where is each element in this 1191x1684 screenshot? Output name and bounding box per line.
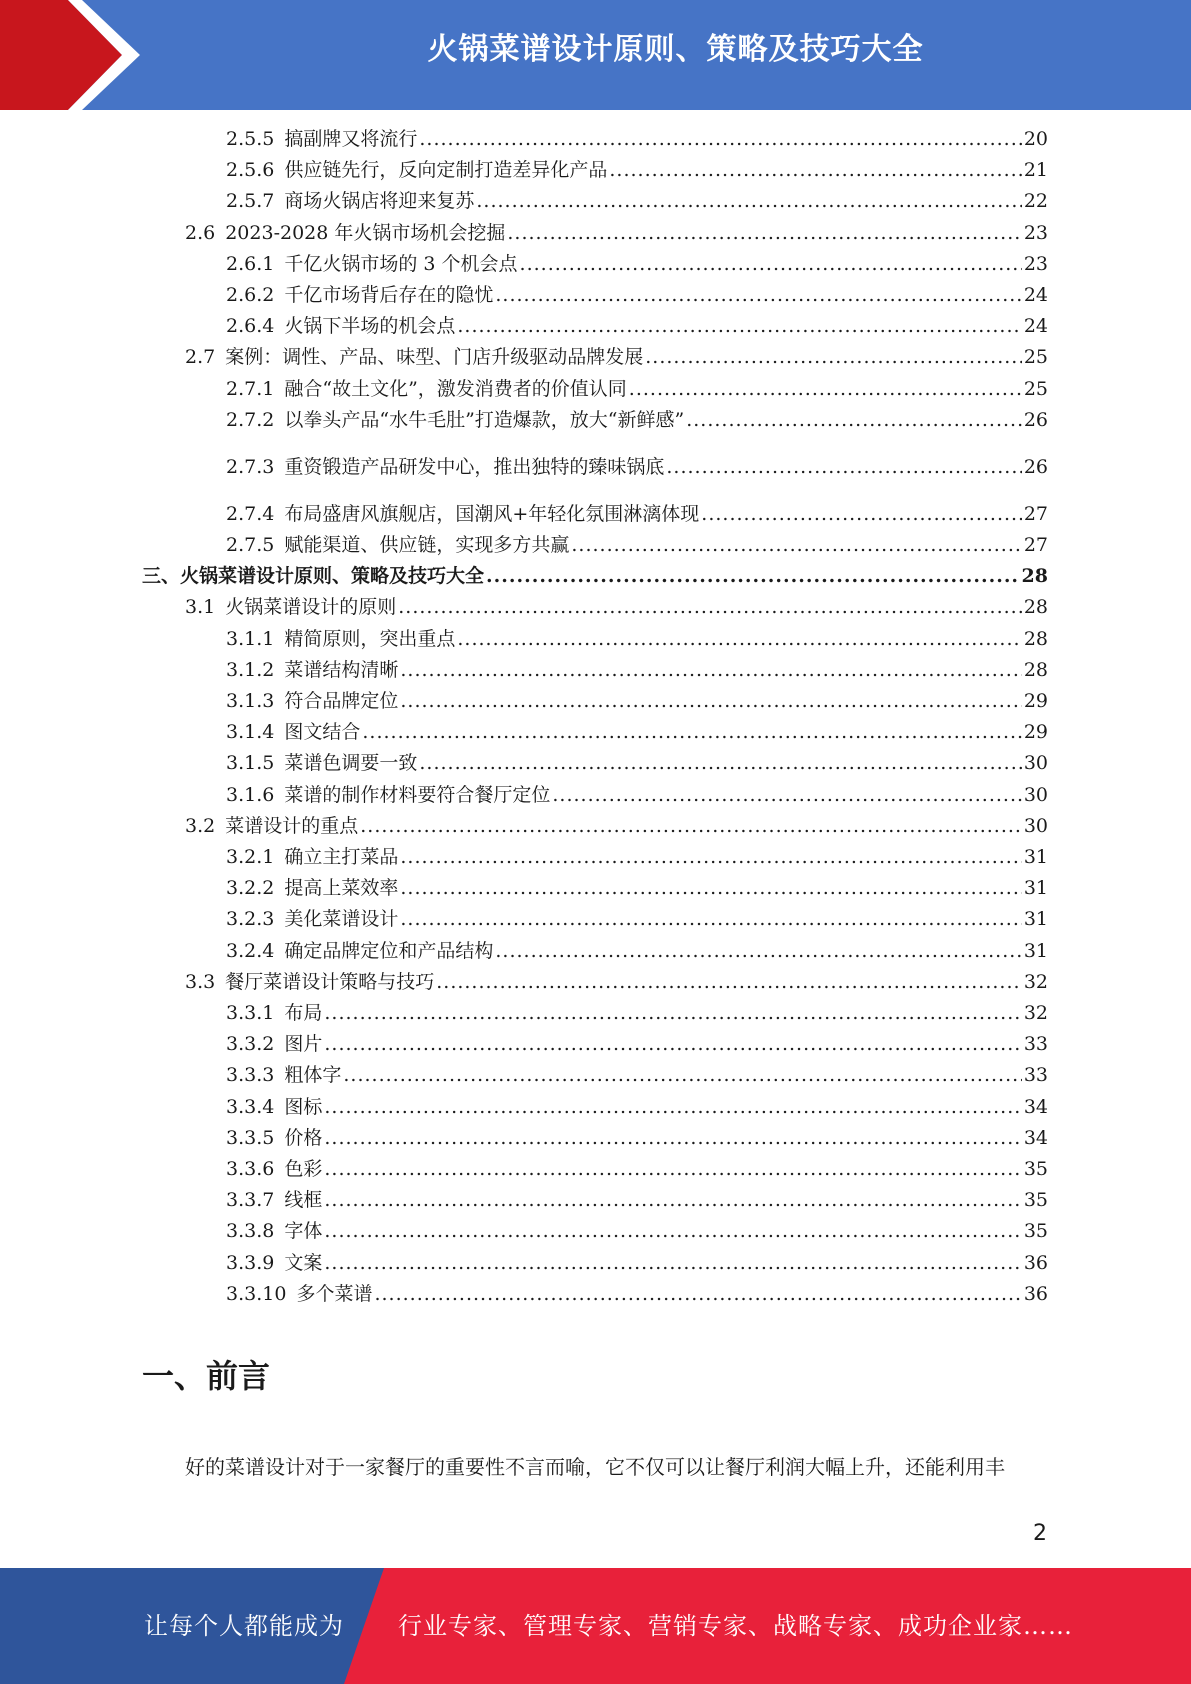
page-header: [0, 0, 1191, 110]
toc-entry-page: 20: [1023, 128, 1048, 150]
toc-entry-page: 23: [1023, 221, 1048, 244]
toc-entry-title: 符合品牌定位: [284, 690, 399, 712]
toc-entry-title: 赋能渠道、供应链，实现多方共赢: [284, 534, 570, 556]
toc-entry-page: 31: [1023, 939, 1048, 962]
toc-entry-number: 2.7: [185, 346, 216, 369]
toc-entry-title: 三、火锅菜谱设计原则、策略及技巧大全: [142, 565, 485, 588]
toc-entry-number: 3.2.4: [226, 939, 275, 962]
toc-dot-leader: [457, 313, 1021, 339]
toc-entry-title: 图片: [284, 1033, 323, 1056]
toc-entry[interactable]: [226, 1094, 1048, 1120]
footer-slogan-left: 让每个人都能成为: [144, 1612, 344, 1640]
toc-dot-leader: [609, 157, 1021, 183]
toc-dot-leader: [400, 906, 1021, 932]
toc-entry-page: 31: [1023, 877, 1048, 900]
toc-entry-number: 2.5.6: [226, 159, 275, 182]
toc-entry-number: 2.7.2: [226, 408, 275, 431]
toc-entry[interactable]: [226, 750, 1048, 776]
toc-entry[interactable]: [226, 188, 1048, 214]
toc-entry-title: 粗体字: [284, 1064, 342, 1087]
toc-entry[interactable]: [142, 563, 1048, 589]
toc-entry-page: 28: [1021, 565, 1048, 588]
toc-dot-leader: [419, 750, 1021, 776]
toc-dot-leader: [495, 938, 1021, 964]
toc-entry[interactable]: [185, 344, 1048, 370]
toc-entry-page: 22: [1023, 190, 1048, 213]
toc-entry-title: 色彩: [284, 1158, 323, 1180]
toc-entry-number: 3.1.4: [226, 721, 275, 744]
toc-entry-title: 菜谱色调要一致: [284, 752, 418, 775]
toc-entry-page: 26: [1023, 455, 1048, 478]
toc-entry-title: 火锅菜谱设计的原则: [225, 596, 397, 619]
toc-entry-number: 3.3.1: [226, 1002, 275, 1024]
toc-dot-leader: [324, 1094, 1021, 1120]
toc-entry[interactable]: [185, 594, 1048, 620]
toc-entry-page: 28: [1023, 627, 1048, 650]
toc-dot-leader: [324, 1218, 1021, 1244]
toc-entry-number: 2.7.4: [226, 502, 275, 525]
toc-entry[interactable]: [226, 454, 1048, 480]
toc-entry-page: 23: [1023, 252, 1048, 275]
toc-entry[interactable]: [226, 719, 1048, 745]
toc-entry[interactable]: [226, 657, 1048, 683]
toc-entry[interactable]: [226, 501, 1048, 527]
toc-dot-leader: [362, 719, 1021, 745]
toc-dot-leader: [324, 1156, 1021, 1182]
toc-entry[interactable]: [226, 251, 1048, 277]
toc-entry-page: 32: [1023, 1002, 1048, 1024]
chevron-arrow-icon: [0, 0, 160, 110]
toc-dot-leader: [400, 688, 1021, 714]
toc-entry-page: 33: [1023, 1033, 1048, 1056]
toc-entry[interactable]: [185, 969, 1048, 995]
toc-entry-page: 27: [1023, 502, 1048, 525]
toc-dot-leader: [507, 220, 1021, 246]
toc-entry-number: 2.6.4: [226, 315, 275, 338]
toc-entry-title: 供应链先行，反向定制打造差异化产品: [284, 159, 608, 182]
toc-entry-page: 29: [1023, 690, 1048, 712]
toc-entry-title: 2023-2028 年火锅市场机会挖掘: [225, 221, 506, 244]
toc-entry-title: 案例：调性、产品、味型、门店升级驱动品牌发展: [225, 346, 644, 369]
toc-dot-leader: [324, 1125, 1021, 1151]
toc-dot-leader: [552, 782, 1021, 808]
toc-entry-page: 34: [1023, 1126, 1048, 1149]
toc-entry-number: 2.5.7: [226, 190, 275, 213]
toc-entry[interactable]: [185, 813, 1048, 839]
toc-entry-title: 千亿火锅市场的 3 个机会点: [284, 252, 518, 275]
toc-entry-title: 布局: [284, 1002, 323, 1024]
header-title: 火锅菜谱设计原则、策略及技巧大全: [427, 32, 924, 67]
toc-entry-number: 3.2.2: [226, 877, 275, 900]
toc-entry-number: 3.2.1: [226, 846, 275, 868]
toc-entry-title: 菜谱结构清晰: [284, 658, 399, 681]
toc-entry-title: 菜谱设计的重点: [225, 814, 359, 837]
toc-entry[interactable]: [226, 1218, 1048, 1244]
toc-entry[interactable]: [226, 126, 1048, 152]
toc-entry-page: 24: [1023, 284, 1048, 306]
section-heading: 一、前言: [142, 1357, 271, 1395]
toc-entry-title: 重资锻造产品研发中心，推出独特的臻味锅底: [284, 455, 665, 478]
toc-entry-page: 26: [1023, 408, 1048, 431]
toc-entry[interactable]: [226, 1125, 1048, 1151]
toc-entry-title: 餐厅菜谱设计策略与技巧: [225, 970, 435, 993]
page-footer: [0, 1568, 1191, 1684]
toc-dot-leader: [400, 844, 1021, 870]
toc-entry-page: 30: [1023, 814, 1048, 837]
toc-entry-page: 34: [1023, 1095, 1048, 1118]
toc-entry[interactable]: [226, 875, 1048, 901]
toc-entry-number: 2.7.1: [226, 377, 275, 400]
toc-dot-leader: [324, 1187, 1021, 1213]
toc-entry-title: 火锅下半场的机会点: [284, 315, 456, 338]
toc-dot-leader: [324, 1031, 1021, 1057]
toc-entry-title: 商场火锅店将迎来复苏: [284, 190, 475, 213]
toc-entry-page: 29: [1023, 721, 1048, 744]
toc-entry-number: 3.3.9: [226, 1251, 275, 1274]
toc-dot-leader: [457, 626, 1021, 652]
toc-entry[interactable]: [226, 782, 1048, 808]
toc-entry-page: 28: [1023, 596, 1048, 619]
toc-entry[interactable]: [226, 1281, 1048, 1307]
toc-entry-number: 3.3.3: [226, 1064, 275, 1087]
toc-entry-title: 多个菜谱: [296, 1282, 373, 1305]
toc-dot-leader: [360, 813, 1022, 839]
toc-entry-page: 31: [1023, 846, 1048, 868]
toc-entry-page: 27: [1023, 534, 1048, 556]
toc-entry-page: 25: [1023, 346, 1048, 369]
toc-entry-page: 35: [1023, 1220, 1048, 1243]
toc-dot-leader: [400, 657, 1021, 683]
toc-dot-leader: [629, 376, 1022, 402]
toc-entry-title: 文案: [284, 1251, 323, 1274]
toc-entry-number: 2.5.5: [226, 128, 275, 150]
toc-entry-number: 3.1: [185, 596, 216, 619]
toc-entry-title: 以拳头产品“水牛毛肚”打造爆款，放大“新鲜感”: [284, 408, 685, 431]
toc-entry-number: 3.1.3: [226, 690, 275, 712]
toc-entry[interactable]: [226, 844, 1048, 870]
toc-entry-title: 融合“故土文化”，激发消费者的价值认同: [284, 377, 627, 400]
toc-entry-number: 3.2.3: [226, 908, 275, 931]
toc-entry[interactable]: [226, 938, 1048, 964]
toc-entry-title: 布局盛唐风旗舰店，国潮风+年轻化氛围淋漓体现: [284, 502, 700, 525]
toc-entry[interactable]: [226, 1250, 1048, 1276]
toc-entry-number: 3.2: [185, 814, 216, 837]
toc-dot-leader: [419, 126, 1021, 152]
toc-entry[interactable]: [226, 626, 1048, 652]
toc-entry-page: 33: [1023, 1064, 1048, 1087]
toc-entry[interactable]: [226, 688, 1048, 714]
page-number: 2: [1033, 1521, 1047, 1546]
toc-entry[interactable]: [226, 407, 1048, 433]
toc-entry-page: 25: [1023, 377, 1048, 400]
toc-dot-leader: [324, 1250, 1021, 1276]
toc-entry-title: 图标: [284, 1095, 323, 1118]
toc-entry[interactable]: [226, 376, 1048, 402]
toc-entry-number: 3.3.8: [226, 1220, 275, 1243]
toc-entry-number: 3.3: [185, 970, 216, 993]
toc-entry-title: 菜谱的制作材料要符合餐厅定位: [284, 783, 551, 806]
toc-entry[interactable]: [226, 532, 1048, 558]
toc-entry-title: 精简原则，突出重点: [284, 627, 456, 650]
toc-entry-title: 美化菜谱设计: [284, 908, 399, 931]
toc-entry-title: 千亿市场背后存在的隐忧: [284, 284, 494, 306]
toc-entry-title: 确定品牌定位和产品结构: [284, 939, 494, 962]
toc-entry[interactable]: [185, 220, 1048, 246]
toc-entry-page: 31: [1023, 908, 1048, 931]
toc-entry-number: 2.6: [185, 221, 216, 244]
toc-entry[interactable]: [226, 906, 1048, 932]
toc-entry-number: 2.6.1: [226, 252, 275, 275]
toc-entry-number: 3.3.6: [226, 1158, 275, 1180]
toc-entry-title: 图文结合: [284, 721, 361, 744]
toc-entry[interactable]: [226, 1000, 1048, 1026]
toc-entry-number: 3.1.2: [226, 658, 275, 681]
toc-entry-number: 3.3.2: [226, 1033, 275, 1056]
toc-dot-leader: [666, 454, 1021, 480]
toc-entry-number: 2.6.2: [226, 284, 275, 306]
toc-entry-number: 3.3.5: [226, 1126, 275, 1149]
toc-entry-number: 3.1.6: [226, 783, 275, 806]
toc-dot-leader: [343, 1062, 1021, 1088]
toc-dot-leader: [495, 282, 1021, 308]
toc-entry[interactable]: [226, 157, 1048, 183]
toc-entry-page: 32: [1023, 970, 1048, 993]
toc-dot-leader: [400, 875, 1021, 901]
toc-entry-number: 2.7.3: [226, 455, 275, 478]
toc-entry-page: 30: [1023, 752, 1048, 775]
toc-entry-page: 28: [1023, 658, 1048, 681]
toc-entry[interactable]: [226, 1156, 1048, 1182]
toc-dot-leader: [520, 251, 1022, 277]
toc-dot-leader: [476, 188, 1021, 214]
toc-entry-title: 确立主打菜品: [284, 846, 399, 868]
toc-entry-number: 3.1.1: [226, 627, 275, 650]
toc-entry-title: 线框: [284, 1189, 323, 1212]
toc-entry-number: 3.3.10: [226, 1282, 287, 1305]
toc-entry[interactable]: [226, 1187, 1048, 1213]
toc-dot-leader: [436, 969, 1022, 995]
toc-entry-number: 2.7.5: [226, 534, 275, 556]
toc-entry-page: 35: [1023, 1189, 1048, 1212]
toc-entry-number: 3.3.7: [226, 1189, 275, 1212]
toc-entry[interactable]: [226, 313, 1048, 339]
toc-entry-title: 价格: [284, 1126, 323, 1149]
toc-entry-page: 36: [1023, 1251, 1048, 1274]
toc-dot-leader: [486, 563, 1020, 589]
toc-entry[interactable]: [226, 1062, 1048, 1088]
footer-slogan-right: 行业专家、管理专家、营销专家、战略专家、成功企业家……: [398, 1612, 1073, 1640]
intro-paragraph: 好的菜谱设计对于一家餐厅的重要性不言而喻，它不仅可以让餐厅利润大幅上升，还能利用丰: [185, 1455, 1005, 1479]
toc-entry-page: 30: [1023, 783, 1048, 806]
toc-entry-page: 21: [1023, 159, 1048, 182]
toc-entry-number: 3.3.4: [226, 1095, 275, 1118]
toc-entry-title: 字体: [284, 1220, 323, 1243]
toc-dot-leader: [645, 344, 1022, 370]
toc-dot-leader: [686, 407, 1022, 433]
toc-entry-title: 搞副牌又将流行: [284, 128, 418, 150]
toc-dot-leader: [571, 532, 1021, 558]
toc-entry-page: 24: [1023, 315, 1048, 338]
toc-entry[interactable]: [226, 282, 1048, 308]
toc-entry-page: 36: [1023, 1282, 1048, 1305]
toc-dot-leader: [324, 1000, 1021, 1026]
toc-dot-leader: [374, 1281, 1021, 1307]
toc-dot-leader: [701, 501, 1022, 527]
toc-entry-number: 3.1.5: [226, 752, 275, 775]
toc-entry-title: 提高上菜效率: [284, 877, 399, 900]
toc-entry[interactable]: [226, 1031, 1048, 1057]
toc-entry-page: 35: [1023, 1158, 1048, 1180]
toc-dot-leader: [398, 594, 1022, 620]
